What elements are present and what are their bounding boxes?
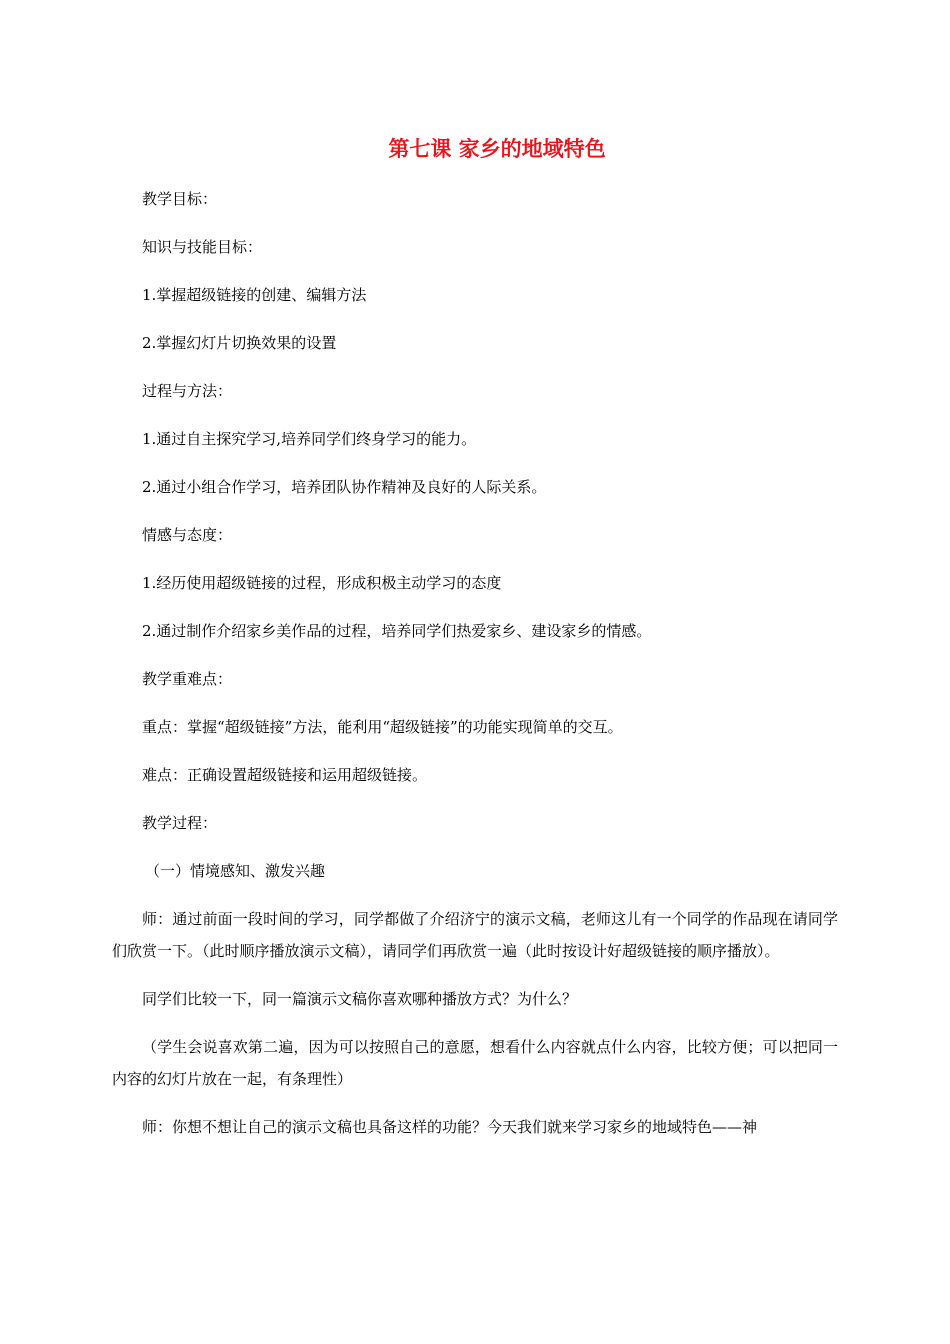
paragraph-student-answer: （学生会说喜欢第二遍，因为可以按照自己的意愿，想看什么内容就点什么内容，比较方便；可以把同一内容的幻灯片放在一起，有条理性） xyxy=(112,1038,838,1088)
paragraph-difficult-point: 难点：正确设置超级链接和运用超级链接。 xyxy=(142,766,428,784)
paragraph-process-2: 2.通过小组合作学习，培养团队协作精神及良好的人际关系。 xyxy=(142,478,547,496)
document-body xyxy=(112,183,838,1159)
paragraph-goal-2: 2.掌握幻灯片切换效果的设置 xyxy=(142,334,337,352)
paragraph-compare-question: 同学们比较一下，同一篇演示文稿你喜欢哪种播放方式？为什么？ xyxy=(142,990,578,1008)
paragraph-emotion-2: 2.通过制作介绍家乡美作品的过程，培养同学们热爱家乡、建设家乡的情感。 xyxy=(142,622,652,640)
paragraph-teacher-intro: 师：通过前面一段时间的学习，同学都做了介绍济宁的演示文稿，老师这儿有一个同学的作品现在请同学们欣赏一下。（此时顺序播放演示文稿），请同学们再欣赏一遍（此时按设计好超级链接的顺序播放）。 xyxy=(112,910,838,960)
paragraph-goal-1: 1.掌握超级链接的创建、编辑方法 xyxy=(142,286,367,304)
paragraph-teacher-question: 师：你想不想让自己的演示文稿也具备这样的功能？今天我们就来学习家乡的地域特色——神 xyxy=(142,1118,758,1136)
paragraph-teaching-goals: 教学目标： xyxy=(142,190,218,208)
paragraph-key-difficult: 教学重难点： xyxy=(142,670,233,688)
paragraph-section-1: （一）情境感知、激发兴趣 xyxy=(145,862,326,880)
page-title: 第七课 家乡的地域特色 xyxy=(388,137,606,161)
paragraph-emotion-attitude: 情感与态度： xyxy=(142,526,233,544)
paragraph-knowledge-skill-goals: 知识与技能目标： xyxy=(142,238,263,256)
paragraph-key-point: 重点：掌握“超级链接”方法，能利用“超级链接”的功能实现简单的交互。 xyxy=(142,718,623,736)
paragraph-process-1: 1.通过自主探究学习,培养同学们终身学习的能力。 xyxy=(142,430,477,448)
paragraph-teaching-process: 教学过程： xyxy=(142,814,218,832)
paragraph-process-method: 过程与方法： xyxy=(142,382,233,400)
paragraph-emotion-1: 1.经历使用超级链接的过程，形成积极主动学习的态度 xyxy=(142,574,502,592)
